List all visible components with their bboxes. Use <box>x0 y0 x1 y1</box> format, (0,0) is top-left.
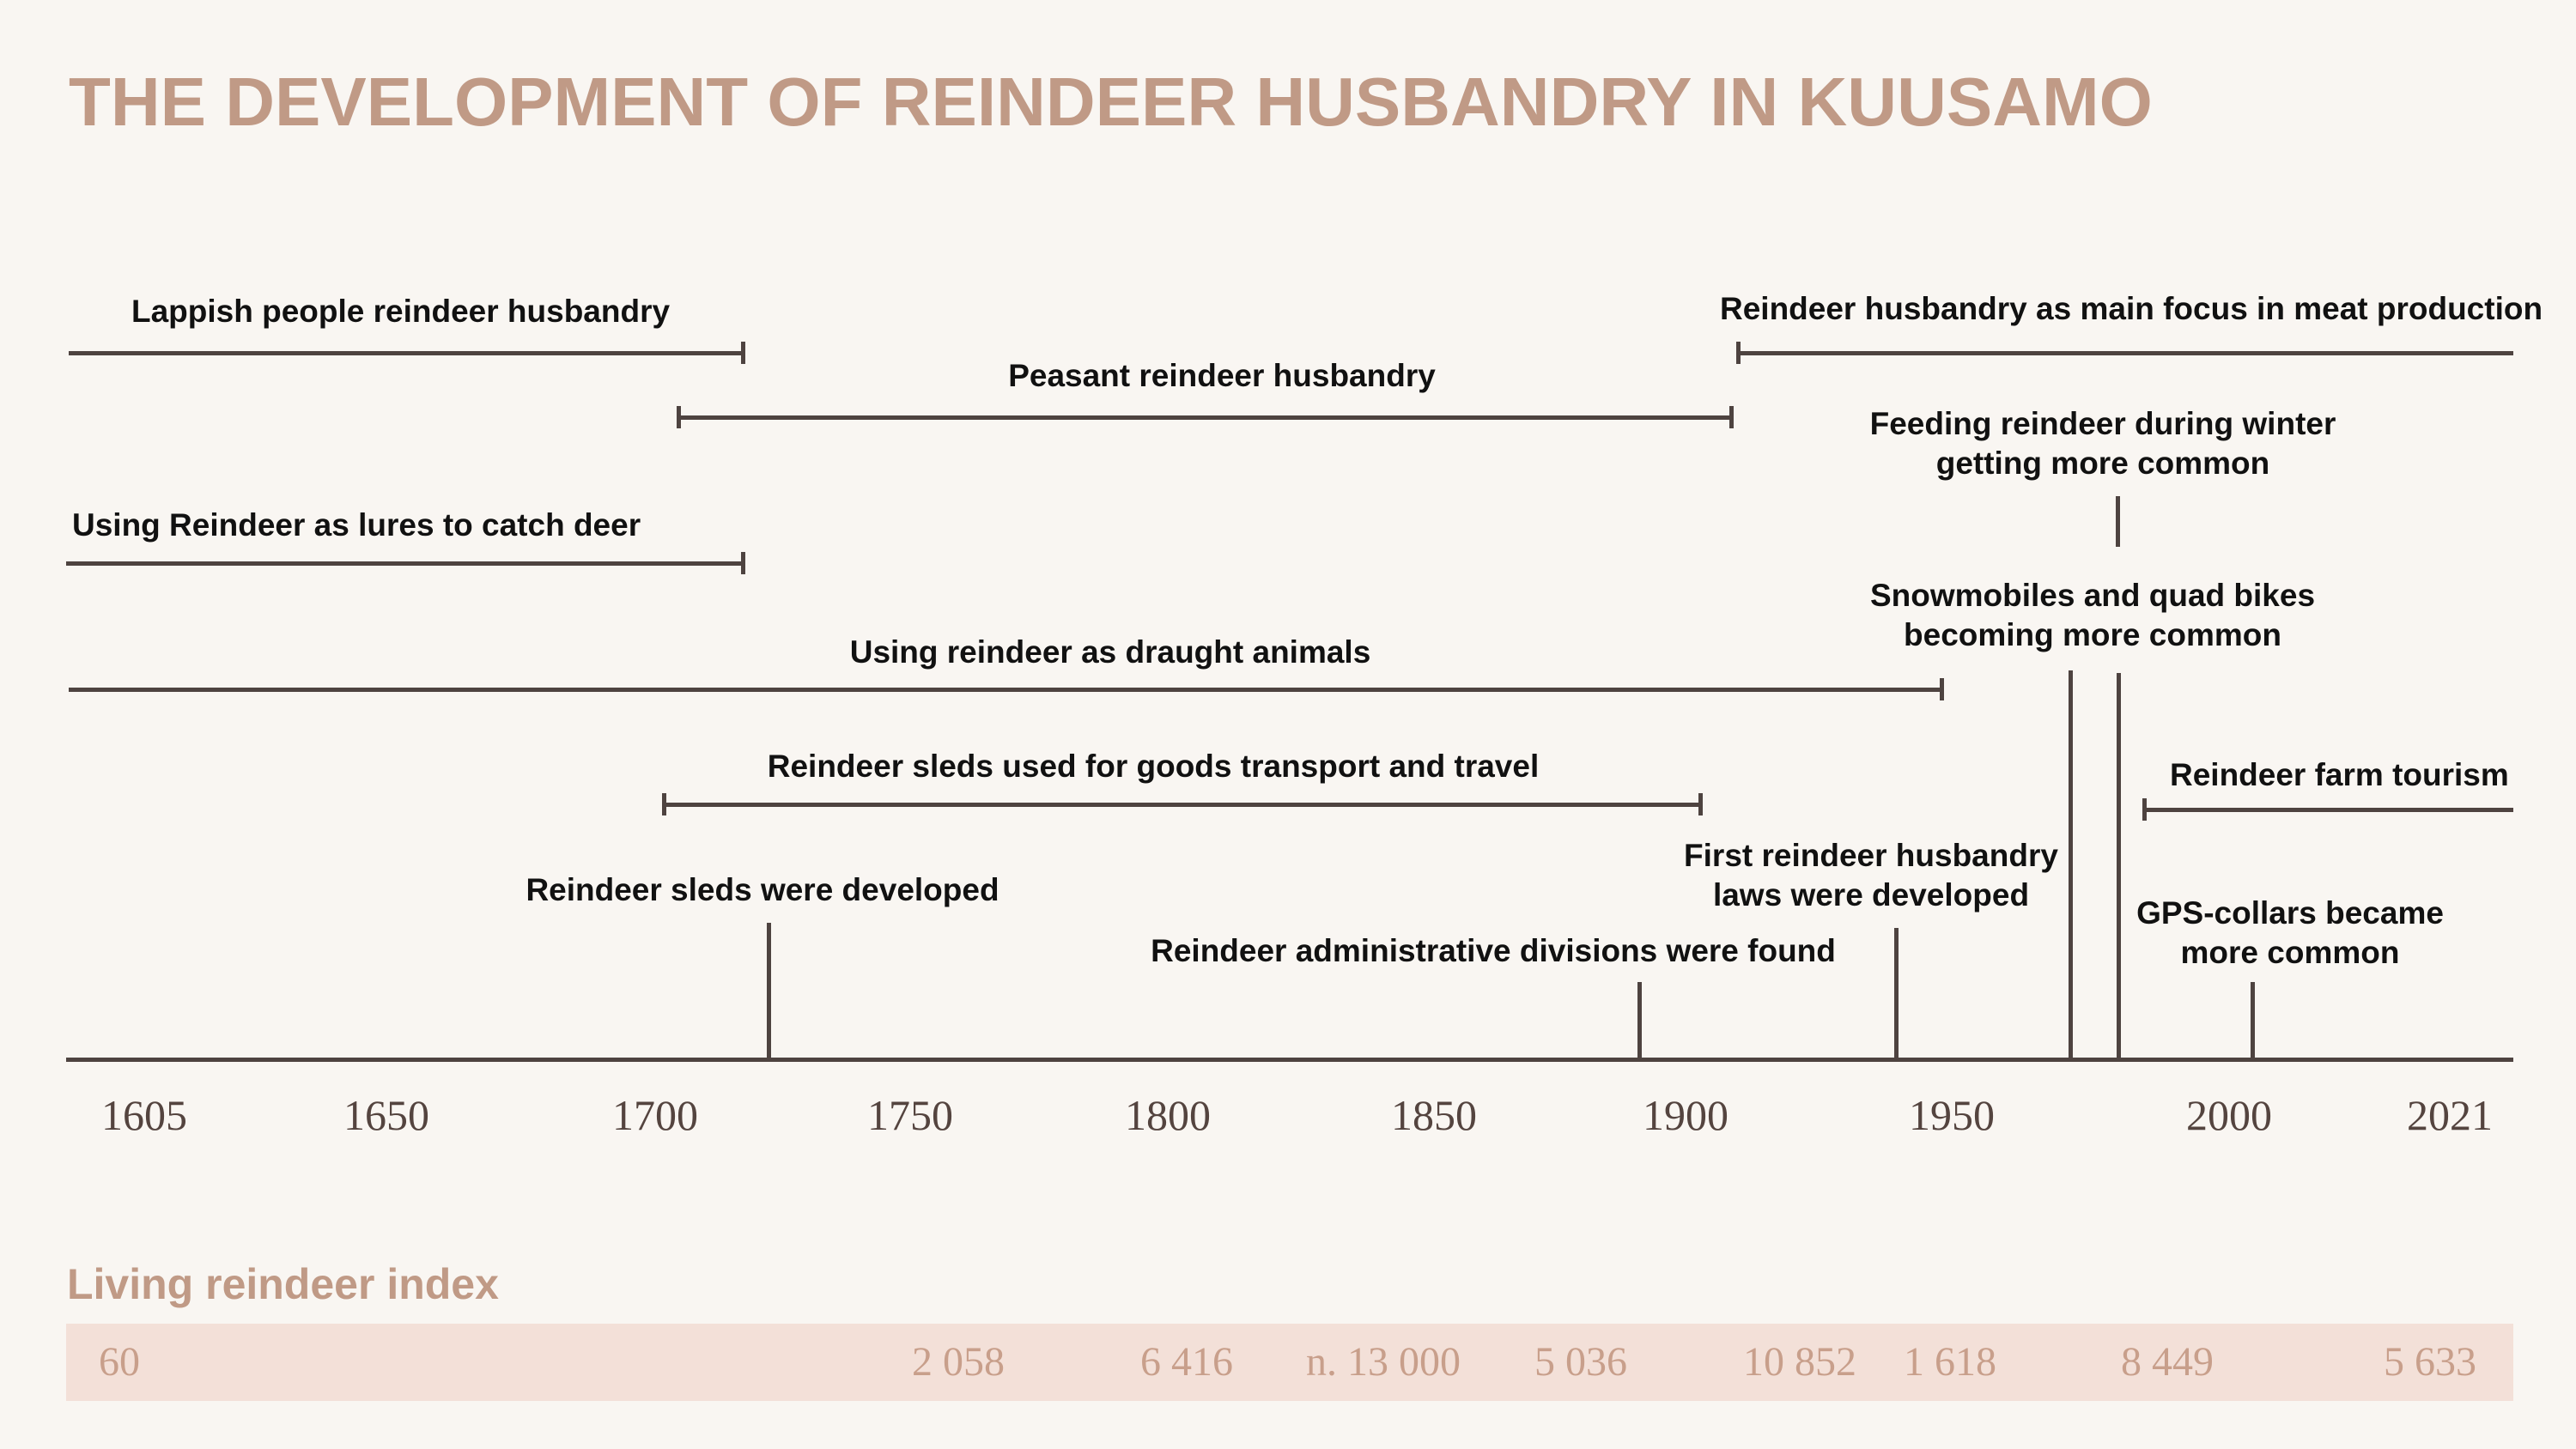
period-bar-sled-transport-start-cap <box>662 793 666 815</box>
period-label-meat-production: Reindeer husbandry as main focus in meat production <box>1720 291 2543 326</box>
period-bar-farm-tourism-start-cap <box>2142 798 2147 821</box>
milestone-marker-snowmobiles <box>2069 670 2073 1058</box>
period-label-farm-tourism: Reindeer farm tourism <box>2170 757 2509 792</box>
milestone-label-line: Reindeer administrative divisions were found <box>1151 933 1836 968</box>
period-bar-draught <box>69 688 1943 692</box>
milestone-label-line: Feeding reindeer during winter <box>1869 406 2336 441</box>
milestone-label-snowmobiles <box>1870 576 2315 655</box>
period-bar-lappish <box>69 351 744 355</box>
period-bar-farm-tourism <box>2144 808 2513 812</box>
period-label-lures: Using Reindeer as lures to catch deer <box>72 507 641 543</box>
axis-year-label: 1700 <box>612 1091 698 1139</box>
axis-year-label: 1750 <box>867 1091 953 1139</box>
living-index-value: 5 036 <box>1534 1339 1627 1385</box>
period-bar-lures-end-cap <box>741 552 745 574</box>
milestone-marker-gps-collars <box>2251 982 2255 1058</box>
period-bar-peasant-end-cap <box>1729 406 1734 428</box>
milestone-label-line: GPS-collars became <box>2136 895 2444 931</box>
period-bar-lures <box>66 561 744 566</box>
living-index-title: Living reindeer index <box>67 1260 499 1308</box>
axis-year-label: 1950 <box>1909 1091 1995 1139</box>
period-bar-peasant-start-cap <box>677 406 681 428</box>
period-label-peasant: Peasant reindeer husbandry <box>1008 358 1436 393</box>
living-index-value: 1 618 <box>1904 1339 1996 1385</box>
milestone-label-line: more common <box>2180 935 2400 970</box>
milestone-label-winter-feeding <box>1870 404 2336 483</box>
timeline-axis <box>66 1058 2513 1062</box>
milestone-label-line: getting more common <box>1935 446 2270 481</box>
milestone-label-line: First reindeer husbandry <box>1684 838 2058 873</box>
page-title: THE DEVELOPMENT OF REINDEER HUSBANDRY IN KUUSAMO <box>69 64 2153 140</box>
milestone-marker-sleds-developed <box>767 923 771 1058</box>
period-bar-meat-production <box>1738 351 2513 355</box>
living-index-value: 60 <box>99 1339 140 1385</box>
milestone-label-husbandry-laws <box>1684 836 2058 915</box>
period-label-lappish: Lappish people reindeer husbandry <box>131 294 671 329</box>
milestone-marker-winter-feeding <box>2117 673 2121 1058</box>
living-index-value: 5 633 <box>2384 1339 2476 1385</box>
period-bar-draught-end-cap <box>1940 678 1944 700</box>
period-bar-lappish-end-cap <box>741 342 745 364</box>
milestone-label-sleds-developed <box>526 870 999 910</box>
axis-year-label: 1900 <box>1643 1091 1728 1139</box>
axis-year-label: 2021 <box>2407 1091 2493 1139</box>
axis-year-label: 2000 <box>2186 1091 2272 1139</box>
axis-year-label: 1650 <box>343 1091 429 1139</box>
milestone-label-line: Reindeer sleds were developed <box>526 872 999 907</box>
axis-year-label: 1800 <box>1125 1091 1211 1139</box>
living-index-value: 2 058 <box>912 1339 1005 1385</box>
axis-year-label: 1605 <box>101 1091 187 1139</box>
period-bar-meat-production-start-cap <box>1736 342 1741 364</box>
milestone-label-gps-collars <box>2136 894 2444 973</box>
living-index-value: 8 449 <box>2121 1339 2214 1385</box>
period-label-draught: Using reindeer as draught animals <box>849 634 1371 670</box>
living-index-value: 6 416 <box>1140 1339 1233 1385</box>
living-index-band <box>66 1324 2513 1401</box>
axis-year-label: 1850 <box>1391 1091 1477 1139</box>
period-label-sled-transport: Reindeer sleds used for goods transport and travel <box>767 749 1540 784</box>
milestone-label-administrative-divisions <box>1151 931 1836 971</box>
period-bar-peasant <box>678 415 1733 420</box>
milestone-label-line: becoming more common <box>1904 617 2281 652</box>
period-bar-sled-transport <box>664 803 1702 807</box>
period-bar-sled-transport-end-cap <box>1698 793 1703 815</box>
milestone-marker-husbandry-laws <box>1894 928 1899 1058</box>
milestone-marker-winter-feeding-top <box>2116 496 2120 547</box>
living-index-value: 10 852 <box>1743 1339 1856 1385</box>
milestone-marker-administrative-divisions <box>1637 982 1642 1058</box>
milestone-label-line: laws were developed <box>1712 877 2030 912</box>
milestone-label-line: Snowmobiles and quad bikes <box>1869 578 2316 613</box>
living-index-value: n. 13 000 <box>1306 1339 1461 1385</box>
